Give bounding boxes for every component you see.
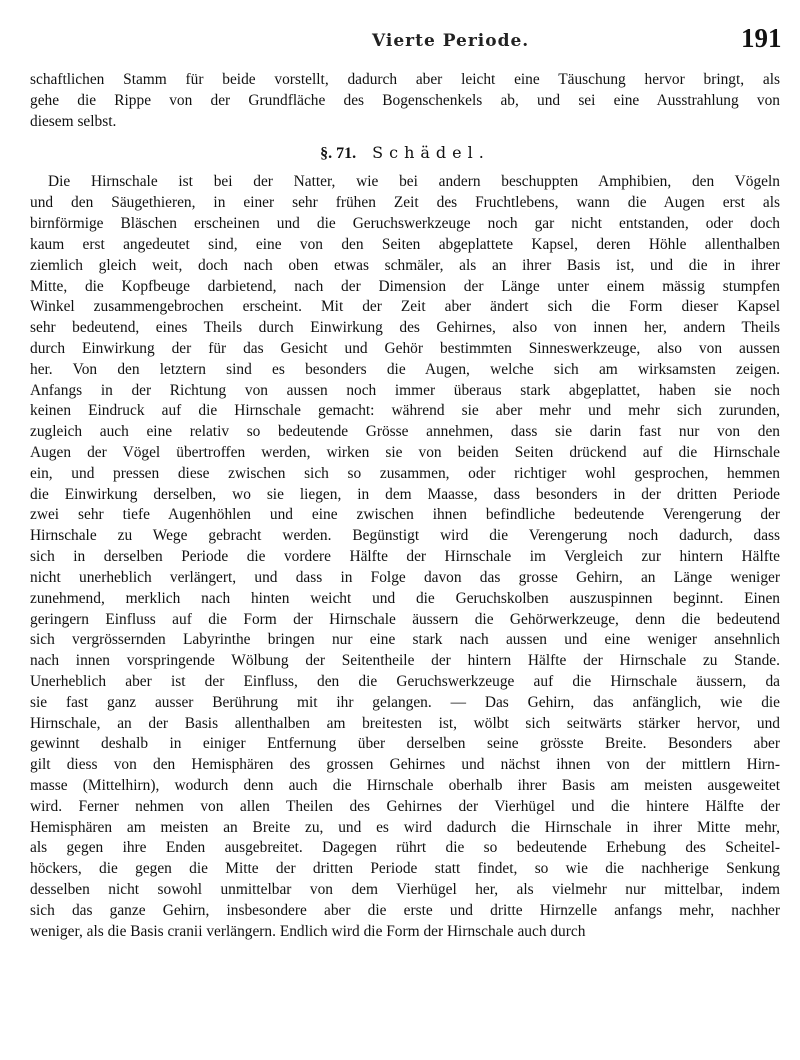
text-line: gilt diess von den Hemisphären des grossen Gehirnes und nächst ihnen von der mittlern Hirn- <box>30 756 780 774</box>
text-line: Hirnschale zu Wege gebracht werden. Begünstigt wird die Verengerung noch dadurch, dass <box>30 527 780 545</box>
text-line: kaum erst angedeutet sind, eine von den Seiten abgeplattete Kapsel, deren Höhle allenthalben <box>30 235 780 253</box>
text-line: her. Von den letztern sind es besonders die Augen, welche sich am wirksamsten zeigen. <box>30 360 780 378</box>
text-line: gewinnt deshalb in einiger Entfernung über derselben seine grösste Breite. Besonders aber <box>30 735 780 753</box>
section-title: Schädel. <box>372 143 490 163</box>
section-heading <box>30 140 780 166</box>
text-line: als gegen ihre Enden ausgebreitet. Dagegen rührt die so bedeutende Erhebung des Scheitel- <box>30 839 780 857</box>
text-line: durch Einwirkung der für das Gesicht und Gehör bestimmten Sinneswerkzeuge, also von aussen <box>30 339 780 357</box>
body-text <box>30 70 780 943</box>
text-line: höckers, die gegen die Mitte der dritten Periode statt findet, so wie die nachherige Senkung <box>30 860 780 878</box>
text-line: sehr bedeutend, eines Theils durch Einwirkung des Gehirnes, also von innen her, andern Theils <box>30 319 780 337</box>
text-line: diesem selbst. <box>30 112 117 130</box>
text-line: weniger, als die Basis cranii verlängern. Endlich wird die Form der Hirnschale auch durch <box>30 922 586 940</box>
paragraph-continued <box>30 70 780 132</box>
text-line: schaftlichen Stamm für beide vorstellt, dadurch aber leicht eine Täuschung hervor bringt, als <box>30 71 780 88</box>
text-line: Unerheblich aber ist der Einfluss, den die Geruchswerkzeuge auf die Hirnschale äussern, da <box>30 672 780 690</box>
running-head <box>0 0 800 60</box>
text-line: zugleich auch eine relativ so bedeutende Grösse annehmen, dass sie darin fast nur von den <box>30 423 780 441</box>
text-line: zunehmend, merklich nach hinten weicht und die Geruchskolben auszuspinnen beginnt. Einen <box>30 589 780 607</box>
text-line: gehe die Rippe von der Grundfläche des Bogenschenkels ab, und sei eine Ausstrahlung von <box>30 91 780 109</box>
text-line: ziemlich gleich weit, doch nach oben etwas schmäler, als an ihrer Basis ist, und die in ihrer <box>30 256 780 274</box>
text-line: nicht unerheblich verlängert, und dass in Folge davon das grosse Gehirn, an Länge weniger <box>30 568 780 586</box>
paragraph-main <box>30 172 780 942</box>
text-line: geringern Einfluss auf die Form der Hirnschale äussern die Gehörwerkzeuge, denn die bedeutend <box>30 610 780 628</box>
text-line: Mitte, die Kopfbeuge darbietend, nach der Dimension der Länge unter einem mässig stumpfen <box>30 277 780 295</box>
text-line: die Einwirkung derselben, wo sie liegen, in dem Maasse, dass besonders in der dritten Periode <box>30 485 780 503</box>
text-line: und den Säugethieren, in einer sehr frühen Zeit des Fruchtlebens, wann die Augen erst als <box>30 194 780 212</box>
page-number: 191 <box>741 23 782 53</box>
text-line: masse (Mittelhirn), wodurch denn auch die Hirnschale oberhalb ihrer Basis am meisten ausgeweitet <box>30 777 780 794</box>
section-number: §. 71. <box>320 145 357 163</box>
text-line: nach innen vorspringende Wölbung der Seitentheile der hintern Hälfte der Hirnschale zu Stande. <box>30 652 780 670</box>
text-line: sich in derselben Periode die vordere Hälfte der Hirnschale im Vergleich zur hintern Hälfte <box>30 548 780 566</box>
text-line: keinen Eindruck auf die Hirnschale gemacht: während sie aber mehr und mehr sich zurunden, <box>30 402 780 420</box>
running-title: Vierte Periode. <box>372 31 530 51</box>
text-line: ein, und pressen diese zwischen sich so zusammen, oder richtiger wohl gesprochen, hemmen <box>30 464 780 482</box>
text-line: wird. Ferner nehmen von allen Theilen des Gehirnes der Vierhügel und die hintere Hälfte der <box>30 797 780 815</box>
text-line: sie fast ganz ausser Berührung mit ihr gelangen. — Das Gehirn, das anfänglich, wie die <box>30 693 780 711</box>
text-line: desselben nicht sowohl unmittelbar von dem Vierhügel her, als vielmehr nur mittelbar, indem <box>30 881 780 899</box>
text-line: Hemisphären am meisten an Breite zu, und es wird dadurch die Hirnschale in ihrer Mitte mehr, <box>30 818 780 836</box>
text-line: Anfangs in der Richtung von aussen noch immer überaus stark abgeplattet, haben sie noch <box>30 381 780 399</box>
text-line: sich das ganze Gehirn, insbesondere aber die erste und dritte Hirnzelle anfangs mehr, nachher <box>30 901 780 919</box>
text-line: Augen der Vögel übertroffen werden, wirken sie von beiden Seiten drückend auf die Hirnschale <box>30 444 780 461</box>
text-line: zwei sehr tiefe Augenhöhlen und eine zwischen ihnen befindliche bedeutende Verengerung der <box>30 506 780 524</box>
text-line: Die Hirnschale ist bei der Natter, wie bei andern beschuppten Amphibien, den Vögeln <box>48 173 780 191</box>
text-line: Winkel zusammengebrochen erscheint. Mit der Zeit aber ändert sich die Form dieser Kapsel <box>30 298 780 316</box>
text-line: Hirnschale, an der Basis allenthalben am breitesten ist, wölbt sich seitwärts stärker hervor, und <box>30 714 780 732</box>
text-line: sich vergrössernden Labyrinthe bringen nur eine stark nach aussen und eine weniger ansehnlich <box>30 631 780 649</box>
text-line: birnförmige Bläschen erscheinen und die Geruchswerkzeuge noch gar nicht entstanden, oder doch <box>30 215 780 233</box>
